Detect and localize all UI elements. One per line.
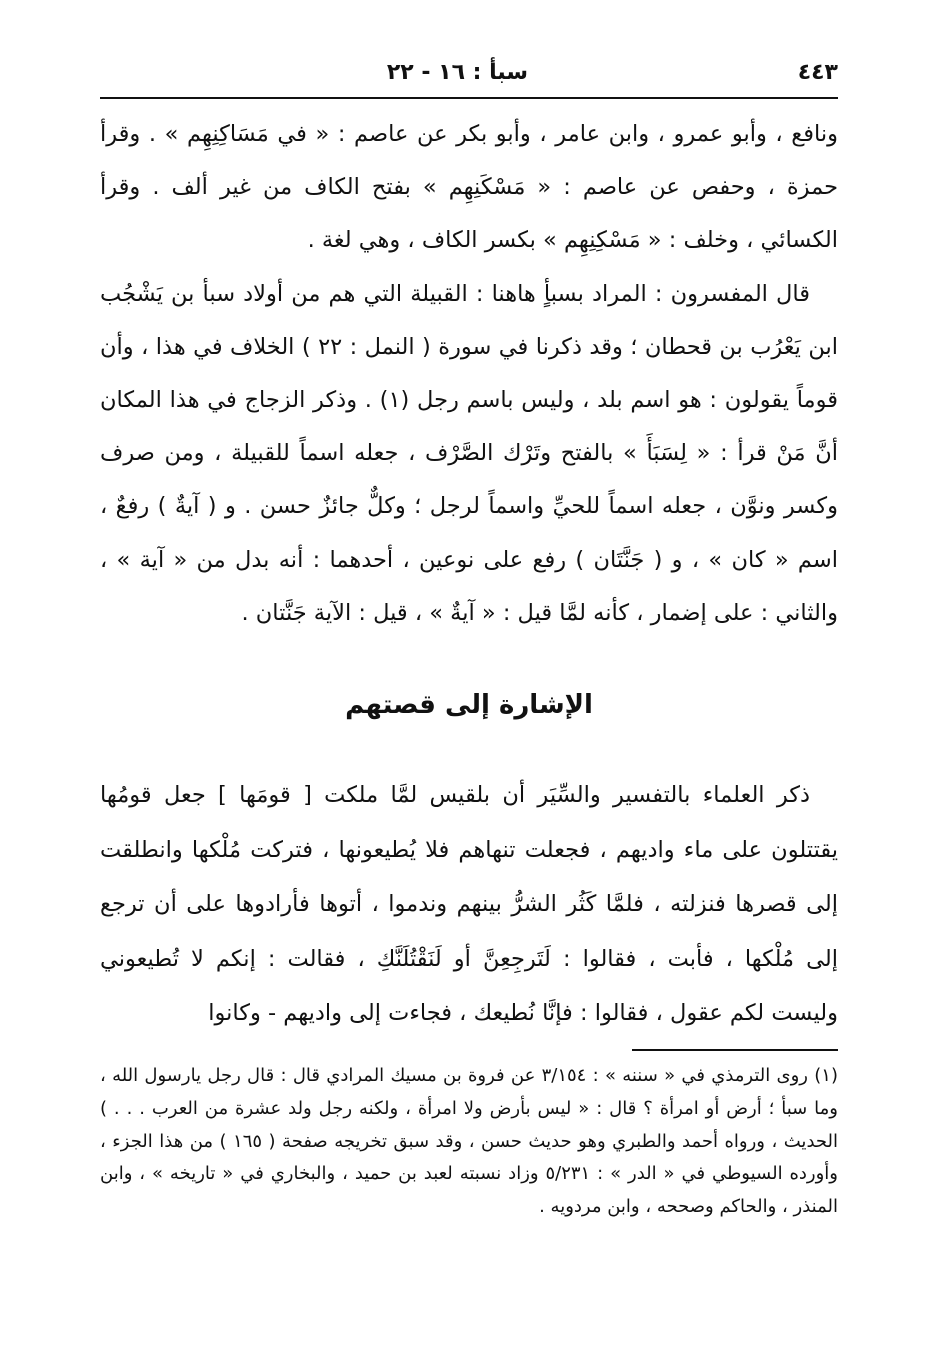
- running-title: سبأ : ١٦ - ٢٢: [386, 60, 528, 85]
- page-number: ٤٤٣: [797, 60, 838, 85]
- commentary-paragraph: قال المفسرون : المراد بسبأٍ هاهنا : القبيلة التي هم من أولاد سبأ بن يَشْجُب ابن يَعْرُب بن قحطان ؛ وقد ذكرنا في سورة ( النمل : ٢٢ ) الخلاف في هذا ، وأن قوماً يقولون : هو اسم بلد ، وليس باسم رجل (١) . وذكر الزجاج في هذا المكان أنَّ مَنْ قرأ : « لِسَبَأَ » بالفتح وتَرْك الصَّرْف ، جعله اسماً للقبيلة ، ومن صرف وكسر ونوَّن ، جعله اسماً للحيِّ واسماً لرجل ؛ وكلٌّ جائزٌ حسن . و ( آيةٌ ) رفعٌ ، اسم « كان » ، و ( جَنَّتَان ) رفع على نوعين ، أحدهما : أنه بدل من « آية » ، والثاني : على إضمار ، كأنه لمَّا قيل : « آيةٌ » ، قيل : الآية جَنَّتان .: [100, 280, 838, 626]
- footnote-1: (١) روى الترمذي في « سننه » : ٣/١٥٤ عن فروة بن مسيك المرادي قال : قال رجل يارسول الله ، وما سبأ ؛ أرض أو امرأة ؟ قال : « ليس بأرض ولا امرأة ، ولكنه رجل ولد عشرة من العرب . . . ) الحديث ، ورواه أحمد والطبري وهو حديث حسن ، وقد سبق تخريجه صفحة ( ١٦٥ ) من هذا الجزء ، وأورده السيوطي في « الدر » : ٥/٢٣١ وزاد نسبته لعبد بن حميد ، والبخاري في « تاريخه » ، وابن المنذر ، والحاكم وصححه ، وابن مردويه .: [100, 1065, 838, 1218]
- main-text: [100, 108, 838, 640]
- section-heading: الإشارة إلى قصتهم: [345, 690, 593, 720]
- header-rule: [100, 97, 838, 99]
- reading-variants-paragraph: ونافع ، وأبو عمرو ، وابن عامر ، وأبو بكر عن عاصم : « في مَسَاكِنِهِم » . وقرأ حمزة ، وحفص عن عاصم : « مَسْكَنِهِم » بفتح الكاف من غير ألف . وقرأ الكسائي ، وخلف : « مَسْكِنِهِم » بكسر الكاف ، وهي لغة .: [100, 121, 838, 254]
- story-paragraph: ذكر العلماء بالتفسير والسِّيَر أن بلقيس لمَّا ملكت [ قومَها ] جعل قومُها يقتتلون على ماء واديهم ، فجعلت تنهاهم فلا يُطيعونها ، فتركت مُلْكها وانطلقت إلى قصرها فنزلته ، فلمَّا كَثُر الشرُّ بينهم وندموا ، أتوها فأرادوها على أن ترجع إلى مُلْكها ، فأبت ، فقالوا : لَتَرجِعِنَّ أو لَنَقْتُلَنَّكِ ، فقالت : إنكم لا تُطيعوني وليست لكم عقول ، فقالوا : فإنَّا نُطيعك ، فجاءت إلى واديهم - وكانوا: [100, 782, 838, 1026]
- footnote-rule: [632, 1049, 838, 1051]
- story-text: [100, 768, 838, 1041]
- page-header: [100, 58, 838, 94]
- footnotes: [100, 1060, 838, 1224]
